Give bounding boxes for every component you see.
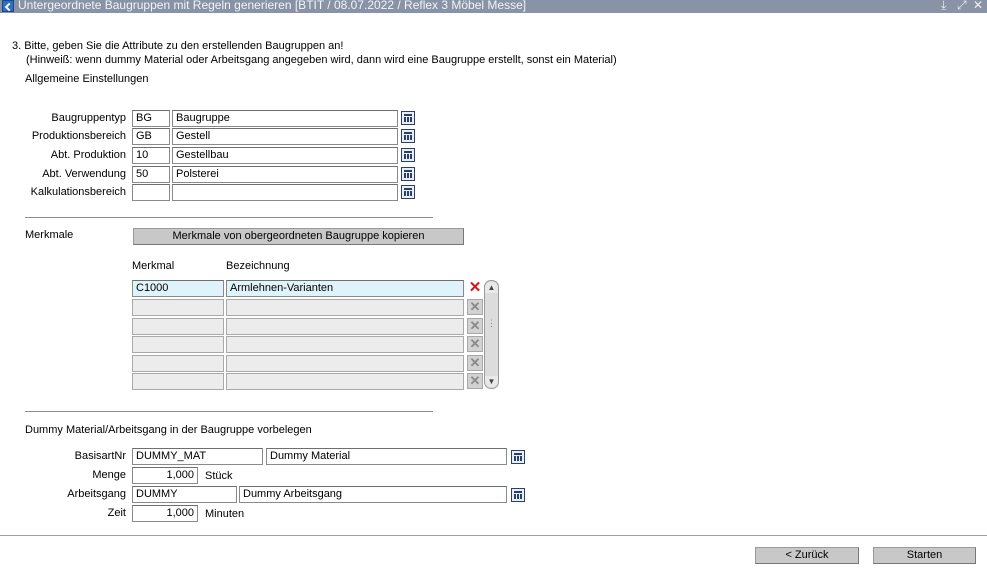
delete-row-icon: ✕ [467,355,483,371]
bezeichnung-cell[interactable] [226,318,464,335]
zeit-label: Zeit [107,507,126,519]
abt-verwendung-lookup-icon[interactable] [401,167,415,181]
abt-produktion-desc-field[interactable]: Gestellbau [172,147,398,164]
abt-verwendung-label: Abt. Verwendung [42,168,126,180]
delete-row-icon: ✕ [467,336,483,352]
baugruppentyp-lookup-icon[interactable] [401,111,415,125]
merkmal-cell[interactable] [132,355,224,372]
bezeichnung-cell[interactable] [226,336,464,353]
baugruppentyp-code-field[interactable]: BG [132,110,170,127]
menge-label: Menge [92,469,126,481]
back-button[interactable]: < Zurück [755,547,859,564]
bezeichnung-cell[interactable] [226,373,464,390]
basisartnr-desc-field[interactable]: Dummy Material [266,448,507,465]
arbeitsgang-label: Arbeitsgang [67,488,126,500]
kalkulationsbereich-lookup-icon[interactable] [401,185,415,199]
merkmal-column-header: Merkmal [132,260,175,272]
close-icon[interactable]: ✕ [973,0,984,12]
section-divider [25,411,433,412]
produktionsbereich-lookup-icon[interactable] [401,129,415,143]
abt-produktion-lookup-icon[interactable] [401,148,415,162]
general-section-label: Allgemeine Einstellungen [25,73,149,85]
delete-row-icon[interactable]: ✕ [468,279,482,296]
start-button[interactable]: Starten [873,547,976,564]
merkmal-cell[interactable] [132,299,224,316]
dummy-section-label: Dummy Material/Arbeitsgang in der Baugruppe vorbelegen [25,424,312,436]
produktionsbereich-code-field[interactable]: GB [132,128,170,145]
scroll-down-icon[interactable]: ▼ [485,376,498,387]
kalkulationsbereich-desc-field[interactable] [172,184,398,201]
basisartnr-code-field[interactable]: DUMMY_MAT [132,448,263,465]
scroll-grip-icon[interactable]: ⋮ [487,318,496,328]
step-hint: (Hinweiß: wenn dummy Material oder Arbeitsgang angegeben wird, dann wird eine Baugruppe erstellt, sonst ein Material) [26,54,617,66]
merkmal-cell[interactable]: C1000 [132,280,224,297]
step-heading: 3. Bitte, geben Sie die Attribute zu den erstellenden Baugruppen an! [12,40,344,52]
delete-row-icon: ✕ [467,373,483,389]
basisartnr-label: BasisartNr [74,450,126,462]
baugruppentyp-desc-field[interactable]: Baugruppe [172,110,398,127]
scroll-up-icon[interactable]: ▲ [485,282,498,293]
kalkulationsbereich-label: Kalkulationsbereich [30,186,126,198]
copy-merkmale-button[interactable]: Merkmale von obergeordneten Baugruppe kopieren [133,228,464,245]
abt-verwendung-code-field[interactable]: 50 [132,166,170,183]
baugruppentyp-label: Baugruppentyp [51,112,126,124]
produktionsbereich-desc-field[interactable]: Gestell [172,128,398,145]
delete-row-icon: ✕ [467,318,483,334]
produktionsbereich-label: Produktionsbereich [31,130,126,142]
merkmale-section-label: Merkmale [25,229,74,241]
arbeitsgang-lookup-icon[interactable] [511,488,525,502]
basisartnr-lookup-icon[interactable] [511,450,525,464]
merkmal-cell[interactable] [132,373,224,390]
zeit-field[interactable]: 1,000 [132,505,198,522]
window-title: Untergeordnete Baugruppen mit Regeln generieren [BTIT / 08.07.2022 / Reflex 3 Möbel Messe] [18,0,527,12]
minimize-icon[interactable]: ⤓ [941,0,947,12]
bezeichnung-cell[interactable] [226,355,464,372]
arbeitsgang-code-field[interactable]: DUMMY [132,486,237,503]
merkmale-scrollbar[interactable] [484,280,499,389]
app-icon [2,0,14,12]
footer-divider [0,535,987,536]
restore-icon[interactable]: ⤢ [957,0,967,12]
section-divider [25,217,433,218]
bezeichnung-column-header: Bezeichnung [226,260,290,272]
kalkulationsbereich-code-field[interactable] [132,184,170,201]
menge-field[interactable]: 1,000 [132,467,198,484]
abt-verwendung-desc-field[interactable]: Polsterei [172,166,398,183]
title-bar [0,0,987,13]
abt-produktion-label: Abt. Produktion [50,149,126,161]
arbeitsgang-desc-field[interactable]: Dummy Arbeitsgang [239,486,507,503]
menge-unit: Stück [205,470,233,482]
abt-produktion-code-field[interactable]: 10 [132,147,170,164]
merkmal-cell[interactable] [132,318,224,335]
zeit-unit: Minuten [205,508,245,520]
delete-row-icon: ✕ [467,299,483,315]
merkmal-cell[interactable] [132,336,224,353]
bezeichnung-cell[interactable] [226,299,464,316]
bezeichnung-cell[interactable]: Armlehnen-Varianten [226,280,464,297]
